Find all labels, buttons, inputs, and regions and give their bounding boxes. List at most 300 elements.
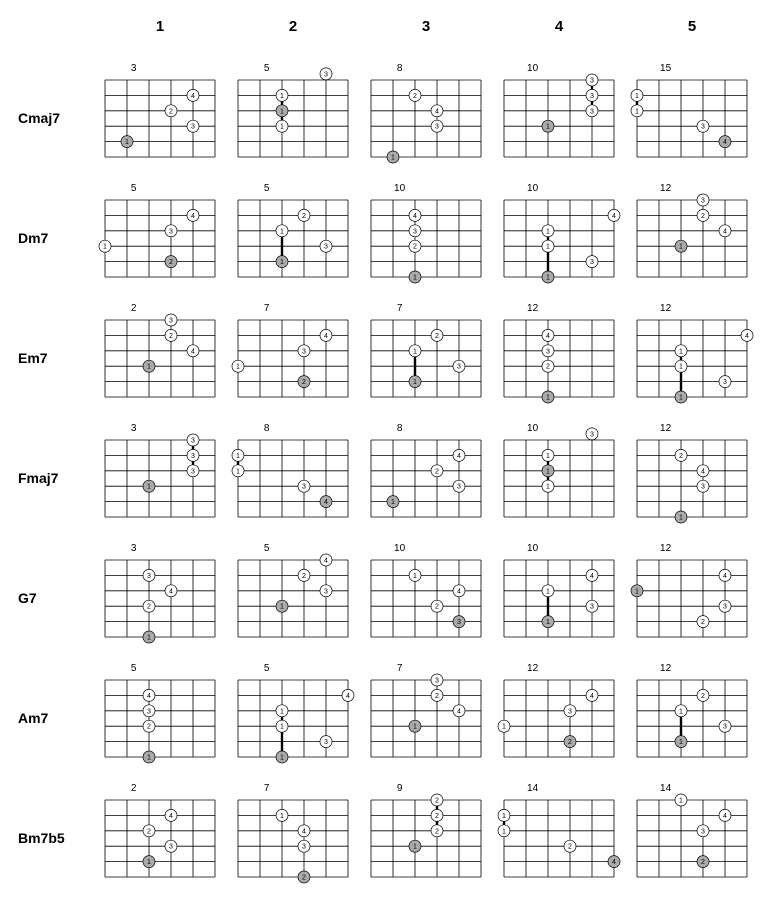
chord-diagram (494, 538, 624, 655)
finger-dot (298, 825, 310, 837)
chord-diagram (95, 58, 225, 175)
finger-number: 4 (723, 572, 727, 580)
chord-diagram (228, 658, 358, 775)
chord-diagram (228, 58, 358, 175)
finger-dot (409, 569, 421, 581)
finger-number: 1 (236, 363, 240, 371)
finger-dot (320, 68, 332, 80)
fret-number: 10 (527, 423, 539, 434)
finger-number: 2 (568, 739, 572, 747)
finger-dot (542, 585, 554, 597)
chord-diagram (361, 538, 491, 655)
finger-dot (453, 360, 465, 372)
finger-number: 1 (147, 363, 151, 371)
chord-diagram (627, 58, 757, 175)
fret-number: 12 (660, 303, 672, 314)
finger-dot (719, 809, 731, 821)
finger-number: 1 (280, 123, 284, 131)
finger-dot (542, 329, 554, 341)
finger-number: 1 (502, 812, 506, 820)
finger-number: 4 (612, 212, 616, 220)
finger-dot (143, 705, 155, 717)
finger-dot (542, 225, 554, 237)
finger-number: 3 (457, 363, 461, 371)
finger-dot (431, 809, 443, 821)
finger-number: 3 (435, 677, 439, 685)
finger-dot (542, 240, 554, 252)
fret-number: 12 (660, 663, 672, 674)
finger-number: 4 (457, 588, 461, 596)
chord-diagram (95, 538, 225, 655)
root-note-dot (542, 271, 554, 283)
finger-dot (453, 480, 465, 492)
finger-dot (143, 569, 155, 581)
finger-number: 1 (147, 634, 151, 642)
finger-dot (409, 209, 421, 221)
finger-dot (675, 794, 687, 806)
finger-number: 1 (546, 619, 550, 627)
finger-dot (431, 825, 443, 837)
finger-dot (165, 314, 177, 326)
fret-number: 7 (396, 303, 403, 314)
finger-number: 3 (147, 572, 151, 580)
finger-dot (431, 600, 443, 612)
finger-number: 4 (457, 708, 461, 716)
finger-number: 1 (546, 452, 550, 460)
fret-number: 8 (263, 423, 270, 434)
finger-dot (187, 345, 199, 357)
finger-dot (276, 225, 288, 237)
finger-number: 3 (701, 828, 705, 836)
finger-dot (165, 585, 177, 597)
finger-dot (298, 209, 310, 221)
chord-diagram (494, 298, 624, 415)
fret-number: 7 (263, 783, 270, 794)
finger-dot (453, 705, 465, 717)
finger-number: 3 (302, 843, 306, 851)
finger-dot (165, 105, 177, 117)
finger-dot (298, 840, 310, 852)
finger-dot (675, 705, 687, 717)
finger-dot (608, 209, 620, 221)
finger-dot (498, 809, 510, 821)
finger-number: 3 (191, 123, 195, 131)
finger-number: 1 (125, 139, 129, 147)
root-note-dot (542, 616, 554, 628)
finger-dot (453, 585, 465, 597)
finger-number: 1 (546, 394, 550, 402)
fret-number: 7 (396, 663, 403, 674)
root-note-dot (387, 496, 399, 508)
finger-number: 2 (302, 379, 306, 387)
finger-number: 1 (236, 452, 240, 460)
finger-number: 4 (701, 468, 705, 476)
finger-number: 4 (169, 812, 173, 820)
finger-number: 3 (546, 348, 550, 356)
root-note-dot (697, 856, 709, 868)
finger-dot (431, 674, 443, 686)
finger-dot (431, 329, 443, 341)
fret-number: 5 (263, 663, 270, 674)
finger-dot (542, 449, 554, 461)
fret-number: 5 (263, 183, 270, 194)
finger-number: 1 (413, 572, 417, 580)
finger-number: 4 (191, 212, 195, 220)
finger-number: 4 (324, 557, 328, 565)
finger-number: 1 (546, 243, 550, 251)
finger-dot (143, 825, 155, 837)
finger-dot (564, 840, 576, 852)
finger-dot (320, 554, 332, 566)
chord-diagram (361, 418, 491, 535)
finger-number: 1 (280, 708, 284, 716)
finger-number: 1 (679, 708, 683, 716)
finger-number: 2 (413, 92, 417, 100)
root-note-dot (409, 271, 421, 283)
finger-number: 1 (546, 274, 550, 282)
finger-number: 3 (590, 92, 594, 100)
finger-dot (409, 225, 421, 237)
column-header-5: 5 (687, 18, 697, 35)
finger-dot (697, 209, 709, 221)
finger-dot (719, 225, 731, 237)
chord-label-em7: Em7 (18, 350, 48, 366)
finger-dot (165, 809, 177, 821)
chord-diagram (228, 178, 358, 295)
finger-number: 2 (302, 572, 306, 580)
root-note-dot (143, 480, 155, 492)
finger-number: 3 (590, 431, 594, 439)
root-note-dot (143, 751, 155, 763)
finger-dot (320, 329, 332, 341)
finger-number: 4 (324, 499, 328, 507)
chord-diagram (494, 658, 624, 775)
finger-number: 3 (324, 739, 328, 747)
root-note-dot (143, 856, 155, 868)
finger-dot (431, 105, 443, 117)
finger-number: 1 (280, 228, 284, 236)
finger-number: 2 (147, 603, 151, 611)
finger-number: 1 (391, 499, 395, 507)
finger-number: 4 (723, 139, 727, 147)
fret-number: 5 (130, 183, 137, 194)
fret-number: 5 (263, 63, 270, 74)
finger-dot (719, 376, 731, 388)
finger-number: 4 (745, 332, 749, 340)
finger-number: 1 (679, 348, 683, 356)
finger-dot (232, 465, 244, 477)
finger-number: 4 (590, 692, 594, 700)
finger-dot (320, 736, 332, 748)
finger-dot (320, 240, 332, 252)
finger-number: 1 (280, 812, 284, 820)
finger-number: 4 (590, 572, 594, 580)
finger-dot (99, 240, 111, 252)
finger-number: 1 (280, 259, 284, 267)
finger-dot (276, 720, 288, 732)
finger-dot (586, 74, 598, 86)
finger-number: 2 (435, 797, 439, 805)
chord-diagram (627, 418, 757, 535)
finger-number: 3 (191, 437, 195, 445)
fret-number: 5 (130, 663, 137, 674)
finger-number: 2 (435, 603, 439, 611)
finger-number: 3 (324, 71, 328, 79)
root-note-dot (121, 136, 133, 148)
finger-number: 1 (413, 274, 417, 282)
finger-dot (187, 120, 199, 132)
column-header-3: 3 (421, 18, 431, 35)
fret-number: 10 (527, 63, 539, 74)
finger-dot (719, 569, 731, 581)
chord-label-am7: Am7 (18, 710, 49, 726)
finger-dot (232, 360, 244, 372)
root-note-dot (276, 256, 288, 268)
chord-diagram (627, 298, 757, 415)
finger-number: 3 (324, 588, 328, 596)
root-note-dot (409, 376, 421, 388)
finger-dot (697, 465, 709, 477)
chord-diagram (228, 298, 358, 415)
finger-number: 2 (147, 723, 151, 731)
chord-diagram (627, 538, 757, 655)
finger-number: 3 (723, 603, 727, 611)
root-note-dot (542, 120, 554, 132)
finger-dot (586, 569, 598, 581)
finger-number: 4 (191, 348, 195, 356)
finger-number: 1 (413, 348, 417, 356)
chord-diagram (228, 538, 358, 655)
root-note-dot (608, 856, 620, 868)
root-note-dot (675, 240, 687, 252)
finger-number: 4 (546, 332, 550, 340)
finger-number: 3 (413, 228, 417, 236)
fret-number: 8 (396, 423, 403, 434)
fret-number: 10 (394, 543, 406, 554)
finger-number: 1 (236, 468, 240, 476)
finger-number: 2 (169, 332, 173, 340)
fret-number: 10 (394, 183, 406, 194)
finger-number: 1 (679, 363, 683, 371)
finger-number: 1 (546, 483, 550, 491)
finger-dot (697, 194, 709, 206)
finger-dot (697, 825, 709, 837)
fret-number: 12 (660, 183, 672, 194)
finger-dot (542, 345, 554, 357)
finger-dot (342, 689, 354, 701)
finger-number: 2 (701, 692, 705, 700)
finger-number: 2 (413, 243, 417, 251)
finger-number: 1 (679, 514, 683, 522)
finger-number: 4 (723, 812, 727, 820)
finger-dot (675, 360, 687, 372)
finger-number: 3 (302, 348, 306, 356)
finger-dot (719, 600, 731, 612)
finger-dot (697, 480, 709, 492)
finger-number: 2 (302, 212, 306, 220)
chord-diagram (361, 658, 491, 775)
finger-number: 3 (701, 483, 705, 491)
finger-dot (143, 720, 155, 732)
finger-number: 1 (413, 723, 417, 731)
root-note-dot (143, 631, 155, 643)
finger-dot (431, 794, 443, 806)
root-note-dot (675, 511, 687, 523)
finger-number: 3 (457, 619, 461, 627)
finger-dot (165, 225, 177, 237)
finger-number: 2 (435, 692, 439, 700)
chord-diagram (361, 58, 491, 175)
finger-number: 4 (191, 92, 195, 100)
chord-diagram (627, 658, 757, 775)
finger-number: 1 (679, 739, 683, 747)
root-note-dot (276, 751, 288, 763)
finger-dot (187, 465, 199, 477)
column-header-1: 1 (155, 18, 165, 35)
finger-number: 4 (147, 692, 151, 700)
finger-number: 3 (701, 123, 705, 131)
root-note-dot (320, 496, 332, 508)
finger-number: 2 (435, 812, 439, 820)
finger-number: 1 (147, 859, 151, 867)
chord-diagram (361, 178, 491, 295)
finger-dot (542, 360, 554, 372)
finger-number: 1 (413, 843, 417, 851)
fret-number: 3 (130, 543, 137, 554)
chord-diagram (494, 178, 624, 295)
finger-number: 2 (701, 859, 705, 867)
fret-number: 14 (660, 783, 672, 794)
finger-dot (564, 705, 576, 717)
chord-diagram (95, 178, 225, 295)
finger-dot (631, 89, 643, 101)
finger-number: 3 (590, 108, 594, 116)
finger-number: 2 (169, 108, 173, 116)
finger-number: 3 (169, 317, 173, 325)
chord-label-cmaj7: Cmaj7 (18, 110, 61, 126)
fret-number: 12 (527, 663, 539, 674)
finger-dot (697, 616, 709, 628)
finger-number: 2 (701, 212, 705, 220)
finger-dot (586, 600, 598, 612)
finger-number: 3 (302, 483, 306, 491)
chord-diagram (95, 418, 225, 535)
column-header-2: 2 (288, 18, 298, 35)
finger-dot (586, 256, 598, 268)
finger-dot (187, 209, 199, 221)
finger-dot (453, 449, 465, 461)
chord-diagram (494, 58, 624, 175)
finger-number: 1 (147, 754, 151, 762)
finger-number: 3 (568, 708, 572, 716)
fret-number: 3 (130, 423, 137, 434)
root-note-dot (675, 736, 687, 748)
root-note-dot (542, 465, 554, 477)
chord-diagram (95, 658, 225, 775)
finger-dot (187, 449, 199, 461)
chord-diagram (361, 778, 491, 895)
finger-number: 3 (590, 259, 594, 267)
root-note-dot (276, 600, 288, 612)
finger-dot (298, 569, 310, 581)
finger-dot (187, 434, 199, 446)
finger-dot (697, 120, 709, 132)
finger-number: 2 (435, 468, 439, 476)
fret-number: 3 (130, 63, 137, 74)
chord-diagram (95, 778, 225, 895)
finger-number: 1 (635, 108, 639, 116)
finger-dot (276, 809, 288, 821)
finger-number: 4 (346, 692, 350, 700)
finger-dot (631, 105, 643, 117)
chord-diagram (95, 298, 225, 415)
finger-number: 4 (413, 212, 417, 220)
root-note-dot (165, 256, 177, 268)
fret-number: 9 (396, 783, 403, 794)
finger-dot (143, 689, 155, 701)
finger-number: 4 (457, 452, 461, 460)
fret-number: 8 (396, 63, 403, 74)
finger-number: 4 (435, 108, 439, 116)
finger-number: 3 (701, 197, 705, 205)
finger-number: 3 (191, 468, 195, 476)
root-note-dot (143, 360, 155, 372)
root-note-dot (631, 585, 643, 597)
finger-number: 3 (590, 603, 594, 611)
root-note-dot (675, 391, 687, 403)
finger-number: 1 (546, 588, 550, 596)
finger-dot (409, 345, 421, 357)
fret-number: 7 (263, 303, 270, 314)
chord-label-g7: G7 (18, 590, 37, 606)
finger-number: 1 (103, 243, 107, 251)
fret-number: 2 (130, 783, 137, 794)
finger-number: 1 (635, 588, 639, 596)
finger-dot (542, 480, 554, 492)
column-header-4: 4 (554, 18, 564, 35)
finger-dot (675, 449, 687, 461)
fret-number: 15 (660, 63, 672, 74)
finger-number: 2 (435, 828, 439, 836)
chord-diagram (228, 418, 358, 535)
chord-diagram (627, 778, 757, 895)
finger-number: 1 (546, 123, 550, 131)
finger-dot (498, 720, 510, 732)
finger-dot (586, 105, 598, 117)
finger-number: 4 (612, 859, 616, 867)
fret-number: 14 (527, 783, 539, 794)
fret-number: 12 (527, 303, 539, 314)
finger-dot (165, 840, 177, 852)
finger-dot (298, 345, 310, 357)
finger-number: 1 (147, 483, 151, 491)
finger-number: 1 (635, 92, 639, 100)
finger-number: 3 (147, 708, 151, 716)
root-note-dot (719, 136, 731, 148)
finger-dot (431, 465, 443, 477)
finger-dot (409, 240, 421, 252)
finger-dot (431, 120, 443, 132)
finger-number: 1 (679, 797, 683, 805)
root-note-dot (409, 840, 421, 852)
finger-number: 2 (701, 619, 705, 627)
root-note-dot (387, 151, 399, 163)
finger-number: 2 (435, 332, 439, 340)
finger-dot (187, 89, 199, 101)
finger-dot (719, 720, 731, 732)
chord-label-bm7b5: Bm7b5 (18, 830, 65, 846)
chord-diagram (627, 178, 757, 295)
